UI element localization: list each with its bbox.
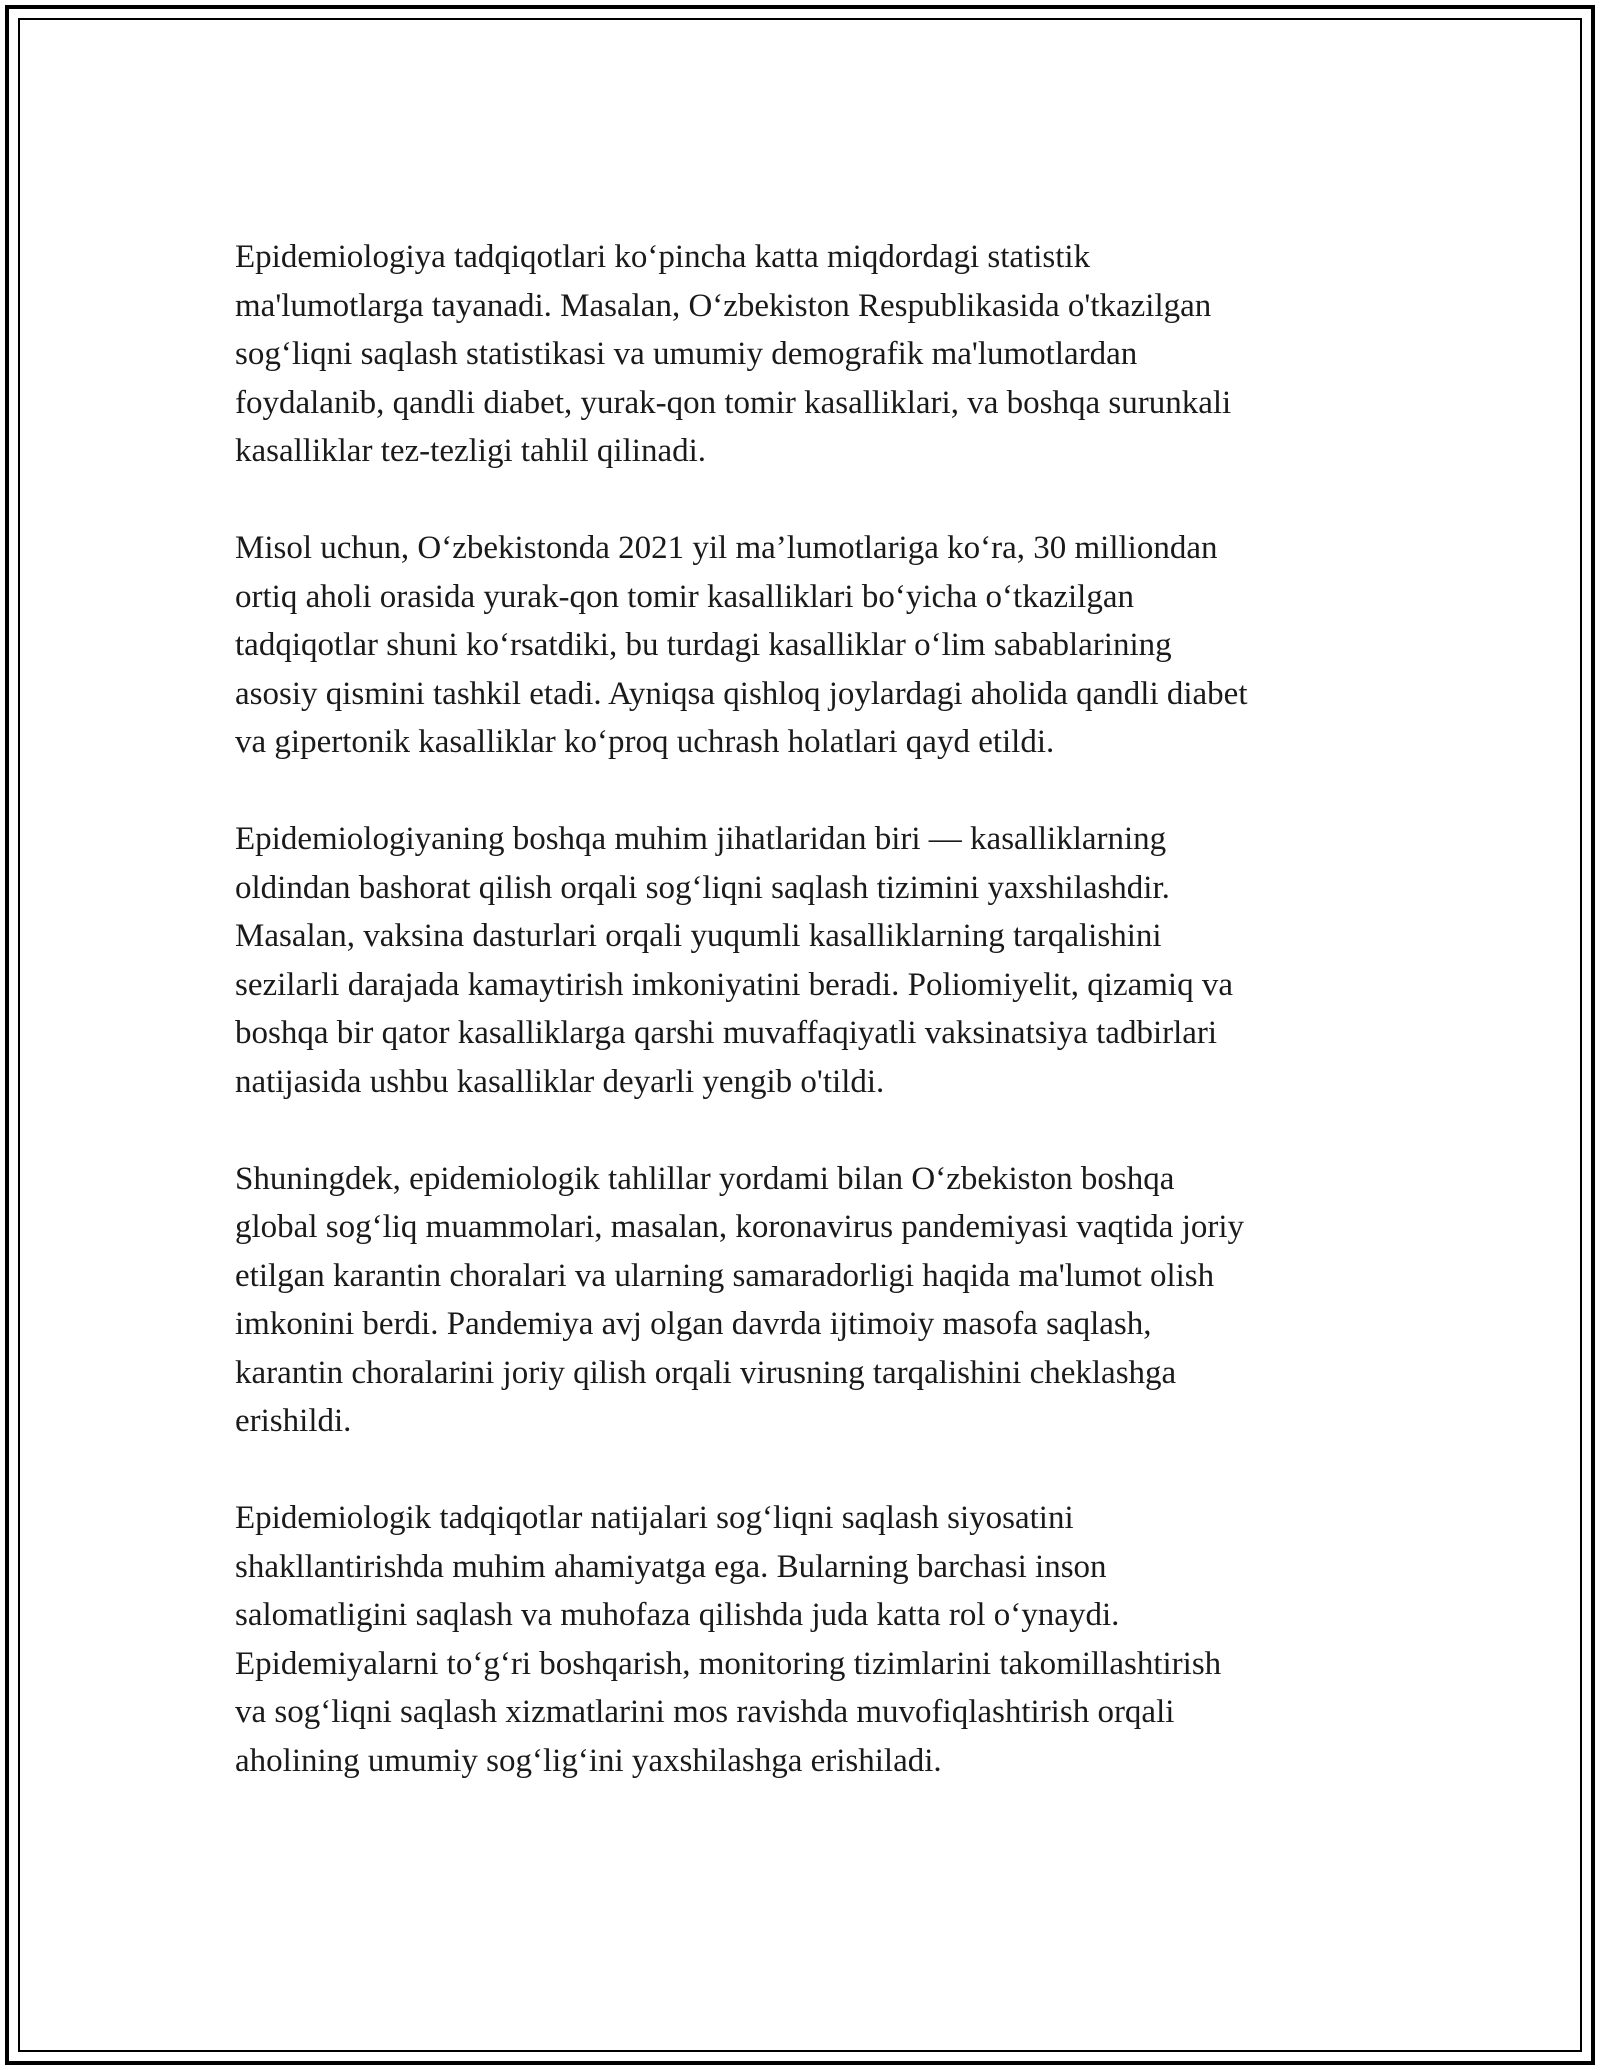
- paragraph-4: Shuningdek, epidemiologik tahlillar yordami bilan O‘zbekiston boshqa global sog‘liq muammolari, masalan, koronavirus pandemiyasi vaqtida joriy etilgan karantin choralari va ularning samaradorligi haqida ma'lumot olish imkonini berdi. Pandemiya avj olgan davrda ijtimoiy masofa saqlash, karantin choralarini joriy qilish orqali virusning tarqalishini cheklashga erishildi.: [235, 1160, 1245, 1440]
- paragraph-3: Epidemiologiyaning boshqa muhim jihatlaridan biri — kasalliklarning oldindan bashorat qilish orqali sog‘liqni saqlash tizimini yaxshilashdir. Masalan, vaksina dasturlari orqali yuqumli kasalliklarning tarqalishini sezilarli darajada kamaytirish imkoniyatini beradi. Poliomiyelit, qizamiq va boshqa bir qator kasalliklarga qarshi muvaffaqiyatli vaksinatsiya tadbirlari natijasida ushbu kasalliklar deyarli yengib o'tildi.: [235, 820, 1233, 1100]
- paragraph-5: Epidemiologik tadqiqotlar natijalari sog‘liqni saqlash siyosatini shakllantirishda muhim ahamiyatga ega. Bularning barchasi inson salomatligini saqlash va muhofaza qilishda juda katta rol o‘ynaydi. Epidemiyalarni to‘g‘ri boshqarish, monitoring tizimlarini takomillashtirish va sog‘liqni saqlash xizmatlarini mos ravishda muvofiqlashtirish orqali aholining umumiy sog‘lig‘ini yaxshilashga erishiladi.: [235, 1500, 1222, 1780]
- paragraph-2: Misol uchun, O‘zbekistonda 2021 yil ma’lumotlariga ko‘ra, 30 milliondan ortiq aholi orasida yurak-qon tomir kasalliklari bo‘yicha o‘tkazilgan tadqiqotlar shuni ko‘rsatdiki, bu turdagi kasalliklar o‘lim sabablarining asosiy qismini tashkil etadi. Ayniqsa qishloq joylardagi aholida qandli diabet va gipertonik kasalliklar ko‘proq uchrash holatlari qayd etildi.: [235, 529, 1248, 761]
- paragraph-1: Epidemiologiya tadqiqotlari ko‘pincha katta miqdordagi statistik ma'lumotlarga tayanadi. Masalan, O‘zbekiston Respublikasida o'tkazilgan sog‘liqni saqlash statistikasi va umumiy demografik ma'lumotlardan foydalanib, qandli diabet, yurak-qon tomir kasalliklari, va boshqa surunkali kasalliklar tez-tezligi tahlil qilinadi.: [235, 239, 1232, 470]
- document-body: [235, 233, 1380, 1834]
